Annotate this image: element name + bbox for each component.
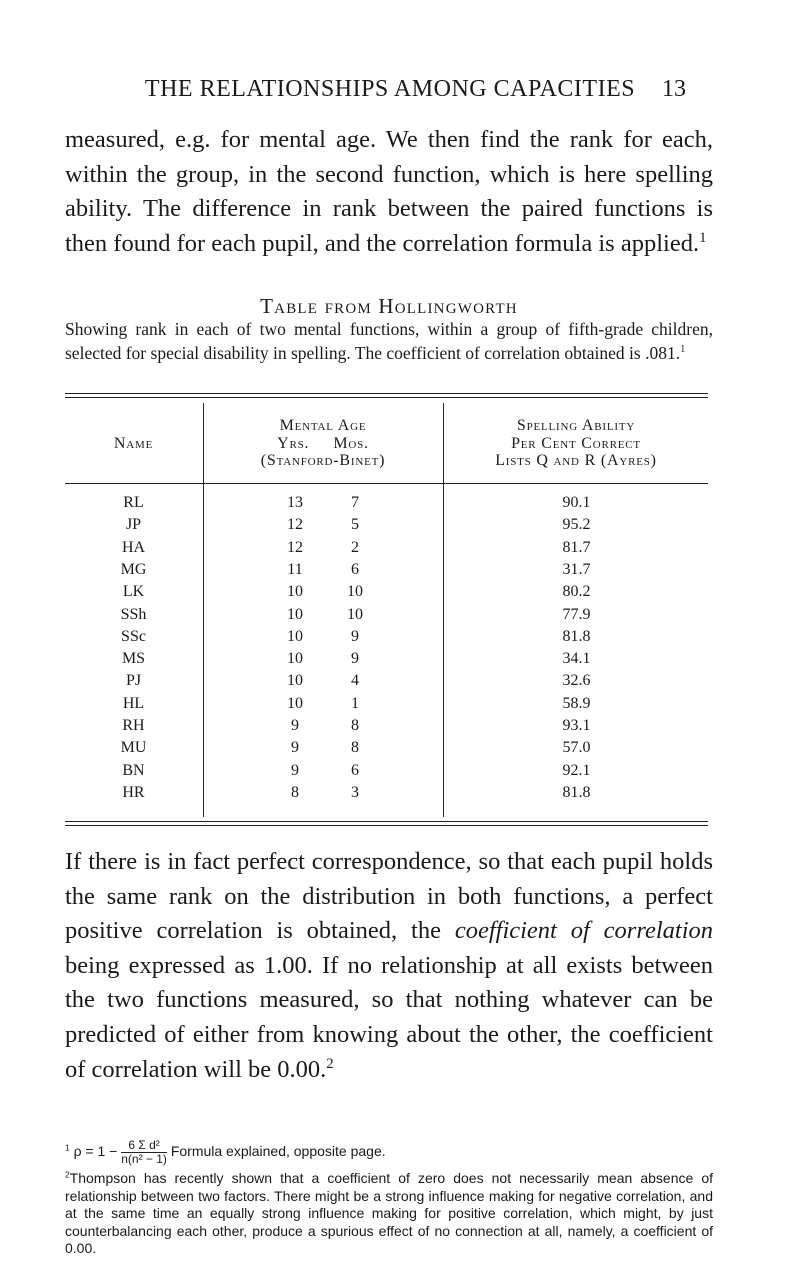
footnote-2-text: Thompson has recently shown that a coefficient of zero does not necessarily mean absence of relationship between two factors. There might be a strong influence making for negative correlation, and at the same time an equally strong influence making for positive correlation, which might, by just counterbalancing each other, produce a spurious effect of no connection at all, namely, a coefficient of 0.00. — [65, 1170, 713, 1256]
paragraph-top-text: measured, e.g. for mental age. We then find the rank for each, within the group, in the second function, which is here spelling ability. The difference in rank between the paired functions is then found for each pupil, and the correlation formula is applied. — [65, 126, 713, 257]
table-header-rule — [65, 483, 708, 484]
header-mental-age-units: Yrs. Mos. — [277, 434, 369, 452]
footnote-1-formula-lhs: ρ = 1 − — [73, 1143, 118, 1160]
cell-years: 12 — [287, 538, 303, 556]
header-mental-age-source: (Stanford-Binet) — [260, 452, 386, 469]
table-row — [65, 784, 708, 806]
table-row — [65, 606, 708, 628]
table-row — [65, 717, 708, 739]
header-spelling-source: Lists Q and R (Ayres) — [495, 452, 657, 469]
table-bottom-rule — [65, 821, 708, 822]
cell-percent-correct: 57.0 — [562, 739, 591, 757]
table-caption — [65, 318, 713, 365]
cell-months: 9 — [351, 627, 359, 645]
table-row — [65, 695, 708, 717]
table-title-text: Table from Hollingworth — [260, 294, 518, 318]
footnote-1-text: Formula explained, opposite page. — [170, 1143, 386, 1160]
cell-years: 9 — [291, 761, 299, 779]
cell-percent-correct: 58.9 — [562, 694, 591, 712]
cell-name: RH — [122, 717, 145, 734]
cell-years: 9 — [291, 717, 299, 734]
cell-years: 11 — [287, 560, 303, 578]
footnote-1-numerator: 6 Σ d² — [121, 1139, 167, 1153]
cell-percent-correct: 77.9 — [562, 605, 591, 623]
header-spelling — [444, 417, 708, 470]
cell-name: SSc — [121, 627, 146, 645]
table-row — [65, 739, 708, 761]
cell-months: 5 — [351, 516, 359, 534]
header-name: Name — [113, 435, 154, 452]
cell-years: 10 — [287, 694, 303, 712]
cell-years: 12 — [287, 516, 303, 534]
cell-years: 10 — [287, 605, 303, 623]
cell-name: RL — [123, 494, 144, 511]
table-row — [65, 539, 708, 561]
cell-months: 4 — [351, 672, 359, 690]
cell-name: JP — [125, 516, 142, 534]
cell-months: 8 — [351, 717, 359, 734]
rank-table — [65, 393, 708, 827]
cell-percent-correct: 34.1 — [562, 650, 591, 668]
cell-months: 6 — [351, 761, 359, 779]
running-head: THE RELATIONSHIPS AMONG CAPACITIES — [144, 76, 636, 102]
cell-percent-correct: 81.8 — [562, 627, 591, 645]
cell-percent-correct: 81.7 — [562, 538, 591, 556]
cell-years: 13 — [287, 494, 303, 511]
cell-percent-correct: 92.1 — [562, 761, 591, 779]
cell-name: BN — [122, 761, 145, 779]
cell-years: 10 — [287, 583, 303, 601]
cell-years: 10 — [287, 627, 303, 645]
cell-percent-correct: 80.2 — [562, 583, 591, 601]
cell-name: LK — [122, 583, 145, 601]
table-row — [65, 628, 708, 650]
cell-percent-correct: 93.1 — [562, 717, 591, 734]
cell-years: 10 — [287, 672, 303, 690]
footnote-2 — [65, 1170, 713, 1258]
cell-percent-correct: 81.8 — [562, 783, 591, 801]
cell-months: 9 — [351, 650, 359, 668]
cell-months: 3 — [351, 783, 359, 801]
cell-name: PJ — [125, 672, 142, 690]
header-mental-age — [204, 417, 442, 470]
cell-years: 9 — [291, 739, 299, 757]
table-row — [65, 494, 708, 516]
cell-years: 10 — [287, 650, 303, 668]
table-top-rule — [65, 393, 708, 394]
cell-percent-correct: 31.7 — [562, 560, 591, 578]
cell-percent-correct: 90.1 — [562, 494, 591, 511]
table-title — [65, 294, 713, 319]
paragraph-bottom-text-1: If there is in fact perfect correspondence, so that each pupil holds the same rank on the distribution in both functions, a perfect positive correlation is obtained, the — [65, 848, 713, 945]
cell-name: MU — [120, 739, 147, 757]
cell-months: 7 — [351, 494, 359, 511]
cell-months: 1 — [351, 694, 359, 712]
table-row — [65, 762, 708, 784]
cell-name: HR — [122, 783, 145, 801]
cell-percent-correct: 95.2 — [562, 516, 591, 534]
footnote-ref-caption[interactable]: 1 — [680, 343, 686, 355]
footnote-1 — [65, 1139, 713, 1166]
header-spelling-units: Per Cent Correct — [511, 434, 641, 452]
footnote-1-marker: 1 — [65, 1142, 70, 1153]
paragraph-bottom-italic: coefficient of correlation — [454, 917, 713, 945]
cell-name: SSh — [120, 605, 147, 623]
paragraph-top — [65, 123, 713, 261]
cell-percent-correct: 32.6 — [562, 672, 591, 690]
cell-years: 8 — [291, 783, 299, 801]
table-bottom-rule-2 — [65, 825, 708, 826]
cell-name: HA — [121, 538, 146, 556]
table-top-rule-2 — [65, 397, 708, 398]
footnote-1-denominator: n(n² − 1) — [121, 1152, 167, 1166]
table-row — [65, 672, 708, 694]
table-row — [65, 561, 708, 583]
cell-months: 2 — [351, 538, 359, 556]
cell-months: 10 — [347, 583, 363, 601]
footnote-2-marker: 2 — [65, 1169, 70, 1180]
table-row — [65, 583, 708, 605]
cell-months: 6 — [351, 560, 359, 578]
paragraph-bottom-text-2: being expressed as 1.00. If no relationship at all exists between the two functions measured, so that nothing whatever can be predicted of either from knowing about the other, the coefficient of correlation will be 0.00. — [65, 951, 713, 1083]
cell-name: MG — [120, 560, 147, 578]
table-row — [65, 516, 708, 538]
footnote-1-fraction — [121, 1139, 167, 1166]
table-caption-text: Showing rank in each of two mental functions, within a group of fifth-grade children, selected for special disability in spelling. The coefficient of correlation obtained is .081. — [65, 319, 713, 363]
table-row — [65, 650, 708, 672]
footnote-ref-1[interactable]: 1 — [699, 229, 707, 246]
cell-months: 10 — [347, 605, 363, 623]
cell-name: MS — [121, 650, 146, 668]
page-number: 13 — [662, 76, 686, 102]
cell-months: 8 — [351, 739, 359, 757]
cell-name: HL — [122, 694, 145, 712]
paragraph-bottom — [65, 845, 713, 1087]
header-mental-age-title: Mental Age — [279, 417, 367, 434]
footnote-ref-2[interactable]: 2 — [326, 1055, 334, 1072]
header-spelling-title: Spelling Ability — [516, 417, 636, 434]
